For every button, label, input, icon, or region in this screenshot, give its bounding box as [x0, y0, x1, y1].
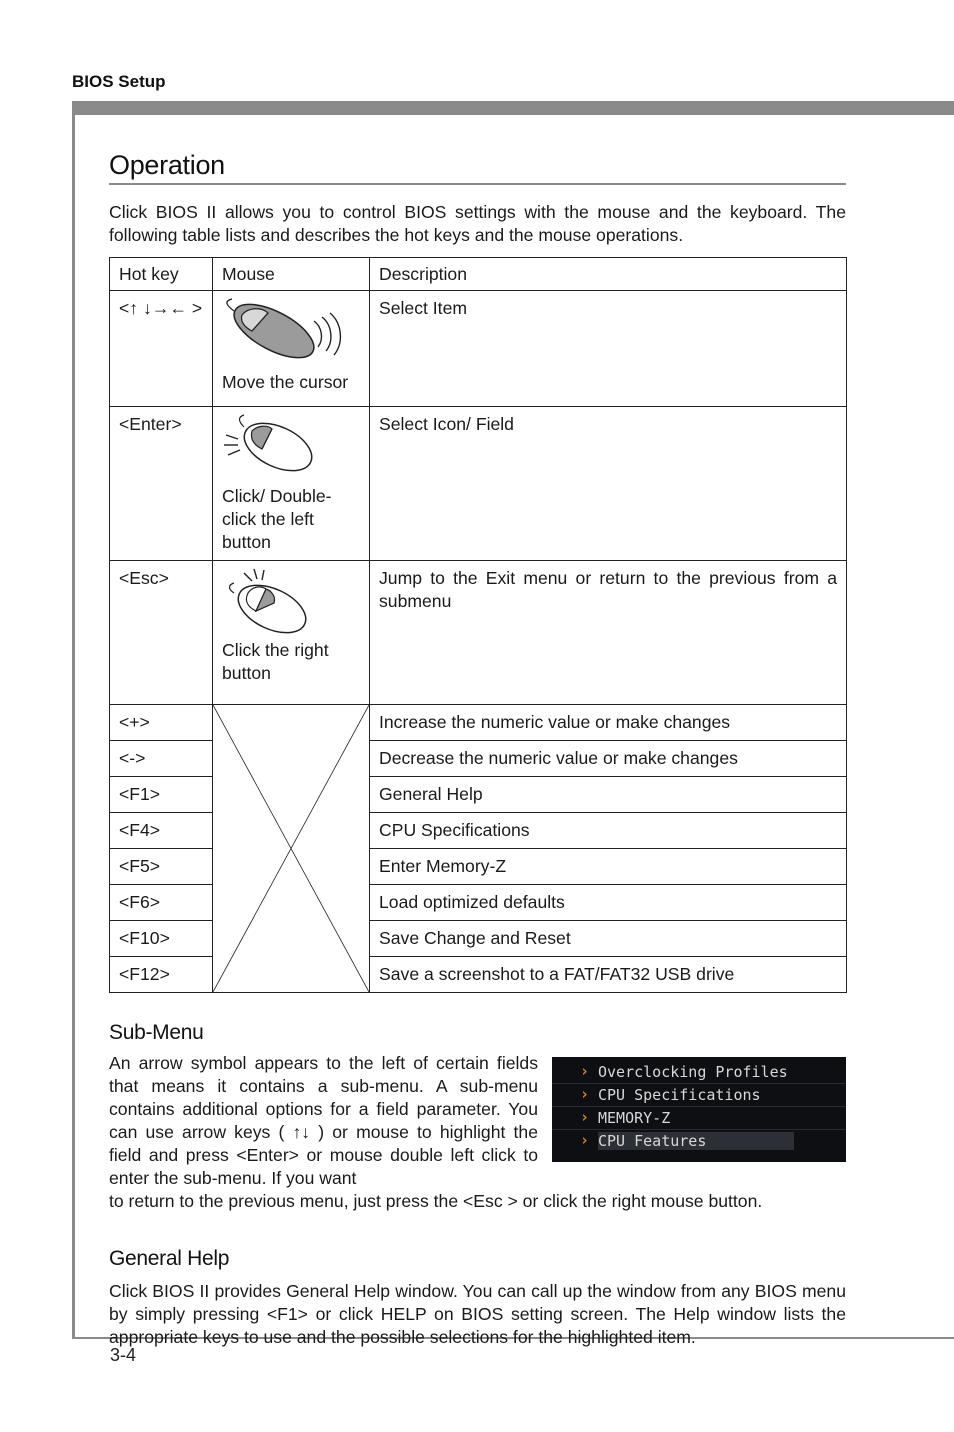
hotkey-cell: <-> [110, 741, 213, 777]
submenu-heading: Sub-Menu [109, 1021, 204, 1044]
table-row [110, 407, 847, 561]
mouse-left-click-icon [222, 413, 318, 475]
description-cell: CPU Specifications [370, 813, 847, 849]
column-header-mouse: Mouse [213, 258, 370, 291]
table-header-row [110, 258, 847, 291]
page-content [109, 150, 846, 1349]
table-row [110, 561, 847, 705]
not-applicable-cross [213, 705, 369, 992]
submenu-arrow-icon: › [580, 1131, 590, 1149]
hotkey-cell: <F1> [110, 777, 213, 813]
submenu-arrow-icon: › [580, 1085, 590, 1103]
hotkey-cell: <F5> [110, 849, 213, 885]
operation-intro: Click BIOS II allows you to control BIOS settings with the mouse and the keyboard. The following table lists and describes the hot keys and the mouse operations. [109, 202, 846, 245]
left-rule [72, 101, 75, 1339]
description-cell: Save Change and Reset [370, 921, 847, 957]
description-cell: Increase the numeric value or make changes [370, 705, 847, 741]
mouse-cell [213, 561, 370, 705]
mouse-move-icon [222, 297, 354, 365]
no-mouse-action-cell [213, 705, 370, 993]
bios-menu-item-label: MEMORY-Z [598, 1109, 671, 1127]
submenu-section [109, 1021, 846, 1213]
hotkey-table [109, 257, 847, 993]
hotkey-cell: <Enter> [110, 407, 213, 561]
table-row [110, 291, 847, 407]
hotkey-cell: <+> [110, 705, 213, 741]
page-number: 3-4 [110, 1345, 137, 1365]
mouse-cell [213, 407, 370, 561]
submenu-text-tail: to return to the previous menu, just press the <Esc > or click the right mouse button. [109, 1191, 763, 1211]
mouse-action-label: Click the right button [222, 640, 329, 683]
mouse-action-label: Click/ Double-click the left button [222, 486, 332, 552]
hotkey-cell: <↑ ↓→← > [110, 291, 213, 407]
description-cell: Decrease the numeric value or make changes [370, 741, 847, 777]
hotkey-cell: <Esc> [110, 561, 213, 705]
description-cell: Select Icon/ Field [370, 407, 847, 561]
bios-menu-item [552, 1083, 846, 1107]
description-cell: Select Item [370, 291, 847, 407]
description-cell: Load optimized defaults [370, 885, 847, 921]
bios-menu-item-highlighted [552, 1129, 846, 1152]
general-help-heading: General Help [109, 1247, 230, 1270]
submenu-body [109, 1052, 846, 1213]
header-bar [72, 101, 954, 115]
general-help-section [109, 1247, 846, 1349]
hotkey-cell: <F6> [110, 885, 213, 921]
description-cell: Enter Memory-Z [370, 849, 847, 885]
column-header-description: Description [370, 258, 847, 291]
bios-menu-item-label: CPU Features [598, 1132, 794, 1150]
hotkey-cell: <F10> [110, 921, 213, 957]
mouse-action-label: Move the cursor [222, 372, 349, 392]
description-cell: Jump to the Exit menu or return to the previous from a submenu [370, 561, 847, 705]
header-title: BIOS Setup [72, 72, 166, 91]
table-row [110, 705, 847, 741]
bios-menu-item [552, 1060, 846, 1084]
description-cell: Save a screenshot to a FAT/FAT32 USB drive [370, 957, 847, 993]
column-header-hotkey: Hot key [110, 258, 213, 291]
hotkey-cell: <F12> [110, 957, 213, 993]
submenu-arrow-icon: › [580, 1062, 590, 1080]
bios-menu-item-label: Overclocking Profiles [598, 1063, 788, 1081]
submenu-arrow-icon: › [580, 1108, 590, 1126]
description-cell: General Help [370, 777, 847, 813]
hotkey-cell: <F4> [110, 813, 213, 849]
bios-menu-item [552, 1106, 846, 1130]
general-help-text: Click BIOS II provides General Help window. You can call up the window from any BIOS menu by simply pressing <F1> or click HELP on BIOS setting screen. The Help window lists the appropriate keys to use and the possible selections for the highlighted item. [109, 1281, 846, 1347]
mouse-cell [213, 291, 370, 407]
operation-heading: Operation [109, 150, 846, 185]
bios-menu-item-label: CPU Specifications [598, 1086, 761, 1104]
submenu-text: An arrow symbol appears to the left of certain fields that means it contains a sub-menu. A sub-menu contains additional options for a field parameter. You can use arrow keys ( ↑↓ ) or mouse to highlight the field and press <Enter> or mouse double left click to enter the sub-menu. If you want [109, 1053, 538, 1188]
mouse-right-click-icon [222, 567, 318, 637]
bios-submenu-screenshot [552, 1057, 846, 1162]
